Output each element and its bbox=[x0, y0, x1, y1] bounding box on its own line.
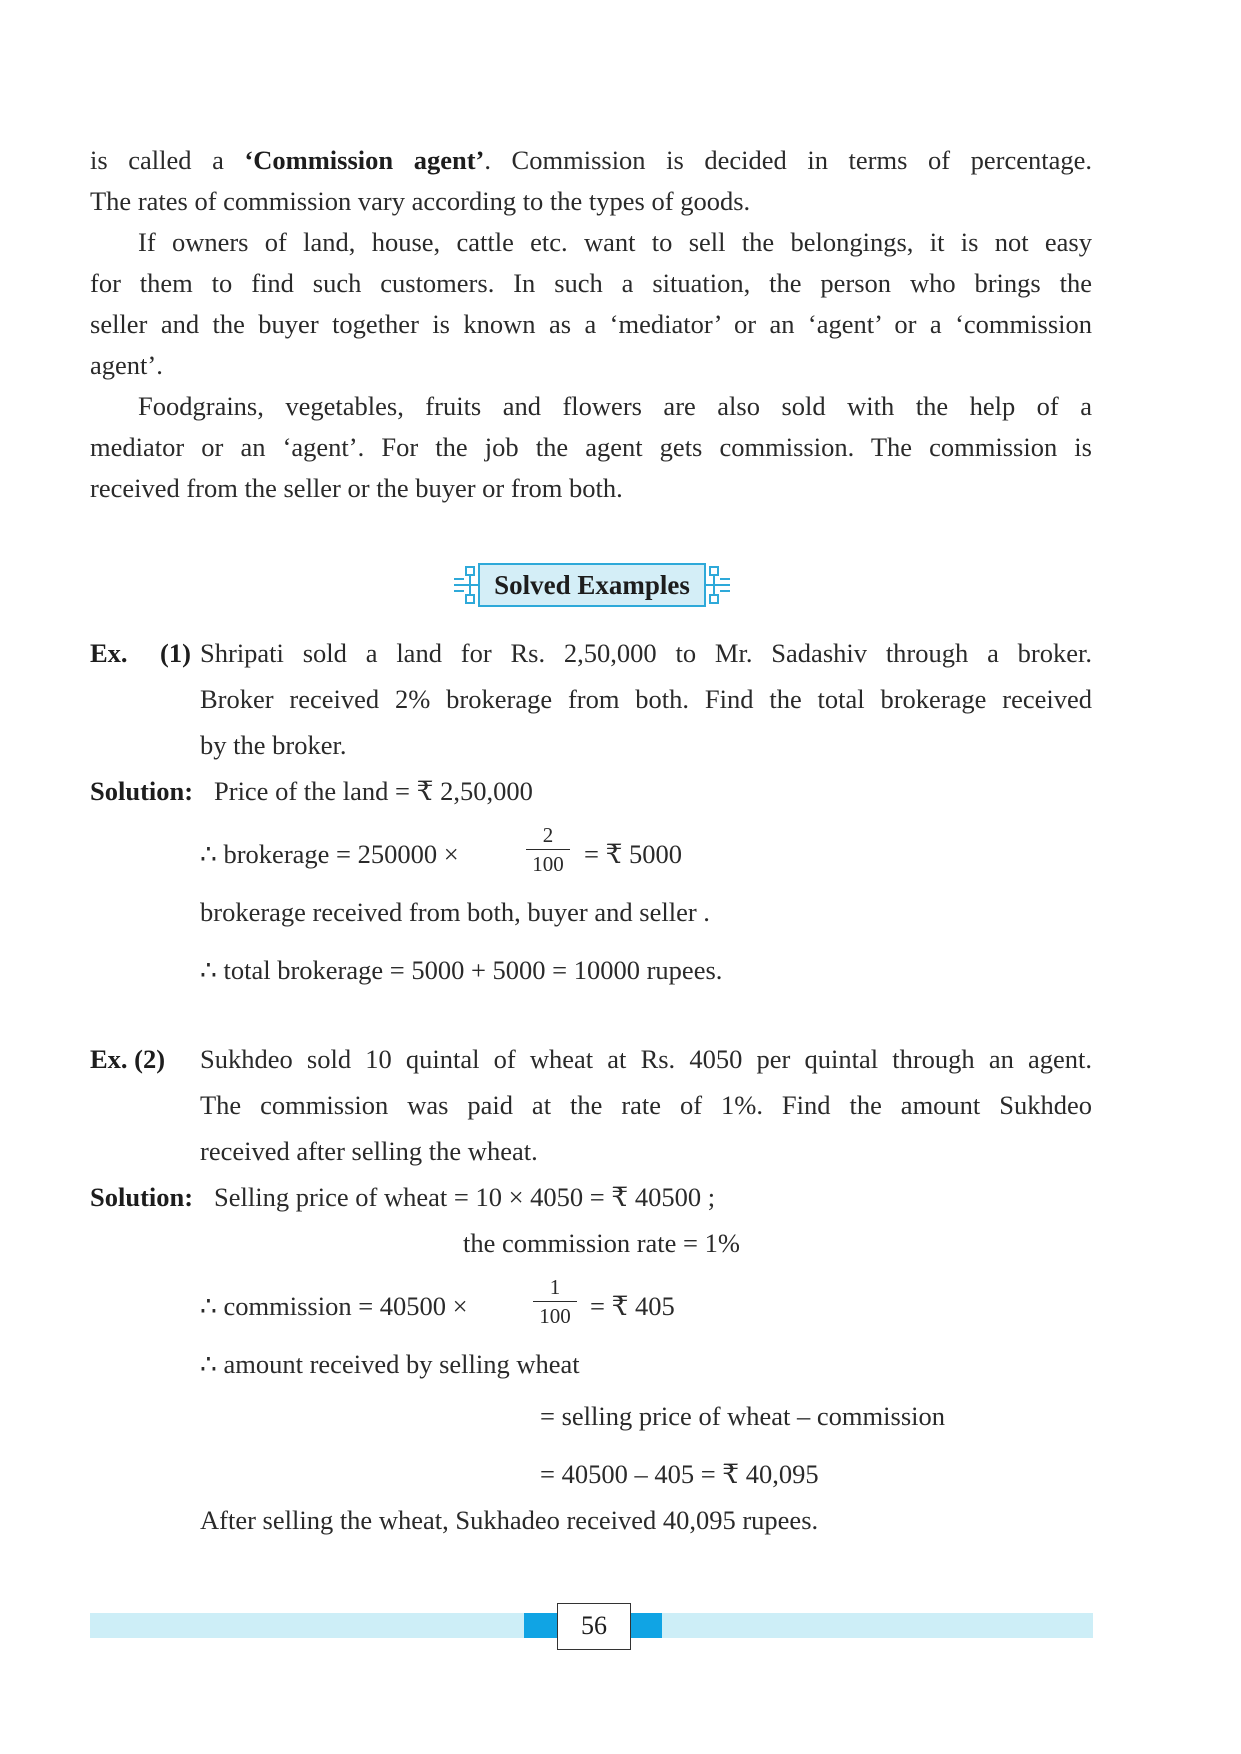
ex-label: Ex. (2) bbox=[90, 1044, 166, 1074]
ex-number: (1) bbox=[160, 638, 191, 668]
footer-accent-right bbox=[628, 1613, 662, 1638]
ex1-step-2-lhs: ∴ brokerage = 250000 × bbox=[200, 839, 459, 869]
ex1-fraction bbox=[526, 823, 570, 876]
ex1-number bbox=[160, 637, 191, 669]
para2-line-3: seller and the buyer together is known as a ‘mediator’ or an ‘agent’ or a ‘commission bbox=[90, 309, 1092, 339]
para2-line-4: agent’. bbox=[90, 350, 163, 380]
fraction-denominator: 100 bbox=[539, 1304, 571, 1328]
ex2-step-5: = selling price of wheat – commission bbox=[540, 1401, 946, 1431]
fraction-bar bbox=[526, 849, 570, 850]
ex2-solution-label bbox=[90, 1181, 193, 1213]
ex2-label bbox=[90, 1043, 165, 1075]
ex1-label bbox=[90, 637, 128, 669]
intro-line-2: The rates of commission vary according to the types of goods. bbox=[90, 186, 751, 216]
ex2-question-line-3: received after selling the wheat. bbox=[200, 1136, 538, 1166]
ex1-step-1: Price of the land = ₹ 2,50,000 bbox=[214, 776, 533, 806]
ex-label: Ex. bbox=[90, 638, 128, 668]
fraction-bar bbox=[533, 1301, 577, 1302]
footer-accent-left bbox=[524, 1613, 558, 1638]
ex2-step-6: = 40500 – 405 = ₹ 40,095 bbox=[540, 1459, 819, 1489]
ex1-step-2-rhs: = ₹ 5000 bbox=[584, 839, 683, 869]
text: . Commission is decided in terms of percentage. bbox=[484, 145, 1093, 175]
para2-line-1: If owners of land, house, cattle etc. want to sell the belongings, it is not easy bbox=[138, 227, 1092, 257]
page-number: 56 bbox=[557, 1603, 631, 1650]
ex1-step-3: brokerage received from both, buyer and seller . bbox=[200, 897, 710, 927]
text: is called a bbox=[90, 145, 245, 175]
solution-label: Solution: bbox=[90, 1182, 194, 1212]
ex2-step-3-rhs: = ₹ 405 bbox=[590, 1291, 675, 1321]
ex2-question-line-1: Sukhdeo sold 10 quintal of wheat at Rs. 4050 per quintal through an agent. bbox=[200, 1044, 1092, 1074]
term-commission-agent: ‘Commission agent’ bbox=[244, 145, 485, 175]
fraction-denominator: 100 bbox=[532, 852, 564, 876]
ex1-question-line-1: Shripati sold a land for Rs. 2,50,000 to Mr. Sadashiv through a broker. bbox=[200, 638, 1092, 668]
solution-label: Solution: bbox=[90, 776, 194, 806]
intro-line-1 bbox=[90, 144, 1092, 176]
ex2-step-4: ∴ amount received by selling wheat bbox=[200, 1349, 580, 1379]
ex1-solution-label bbox=[90, 775, 193, 807]
ex1-question-line-2: Broker received 2% brokerage from both. Find the total brokerage received bbox=[200, 684, 1092, 714]
section-header-solved-examples: Solved Examples bbox=[478, 563, 706, 607]
ex2-step-3-lhs: ∴ commission = 40500 × bbox=[200, 1291, 468, 1321]
fraction-numerator: 1 bbox=[549, 1275, 561, 1299]
para3-line-3: received from the seller or the buyer or from both. bbox=[90, 473, 623, 503]
para3-line-2: mediator or an ‘agent’. For the job the agent gets commission. The commission is bbox=[90, 432, 1092, 462]
fraction-numerator: 2 bbox=[542, 823, 554, 847]
ex2-conclusion: After selling the wheat, Sukhadeo received 40,095 rupees. bbox=[200, 1505, 819, 1535]
para3-line-1: Foodgrains, vegetables, fruits and flowers are also sold with the help of a bbox=[138, 391, 1092, 421]
ex1-step-4: ∴ total brokerage = 5000 + 5000 = 10000 rupees. bbox=[200, 955, 723, 985]
ex2-fraction bbox=[533, 1275, 577, 1328]
ex1-question-line-3: by the broker. bbox=[200, 730, 347, 760]
para2-line-2: for them to find such customers. In such a situation, the person who brings the bbox=[90, 268, 1092, 298]
ex2-step-2: the commission rate = 1% bbox=[463, 1228, 740, 1258]
ex2-step-1: Selling price of wheat = 10 × 4050 = ₹ 40500 ; bbox=[214, 1182, 716, 1212]
ex2-question-line-2: The commission was paid at the rate of 1%. Find the amount Sukhdeo bbox=[200, 1090, 1092, 1120]
